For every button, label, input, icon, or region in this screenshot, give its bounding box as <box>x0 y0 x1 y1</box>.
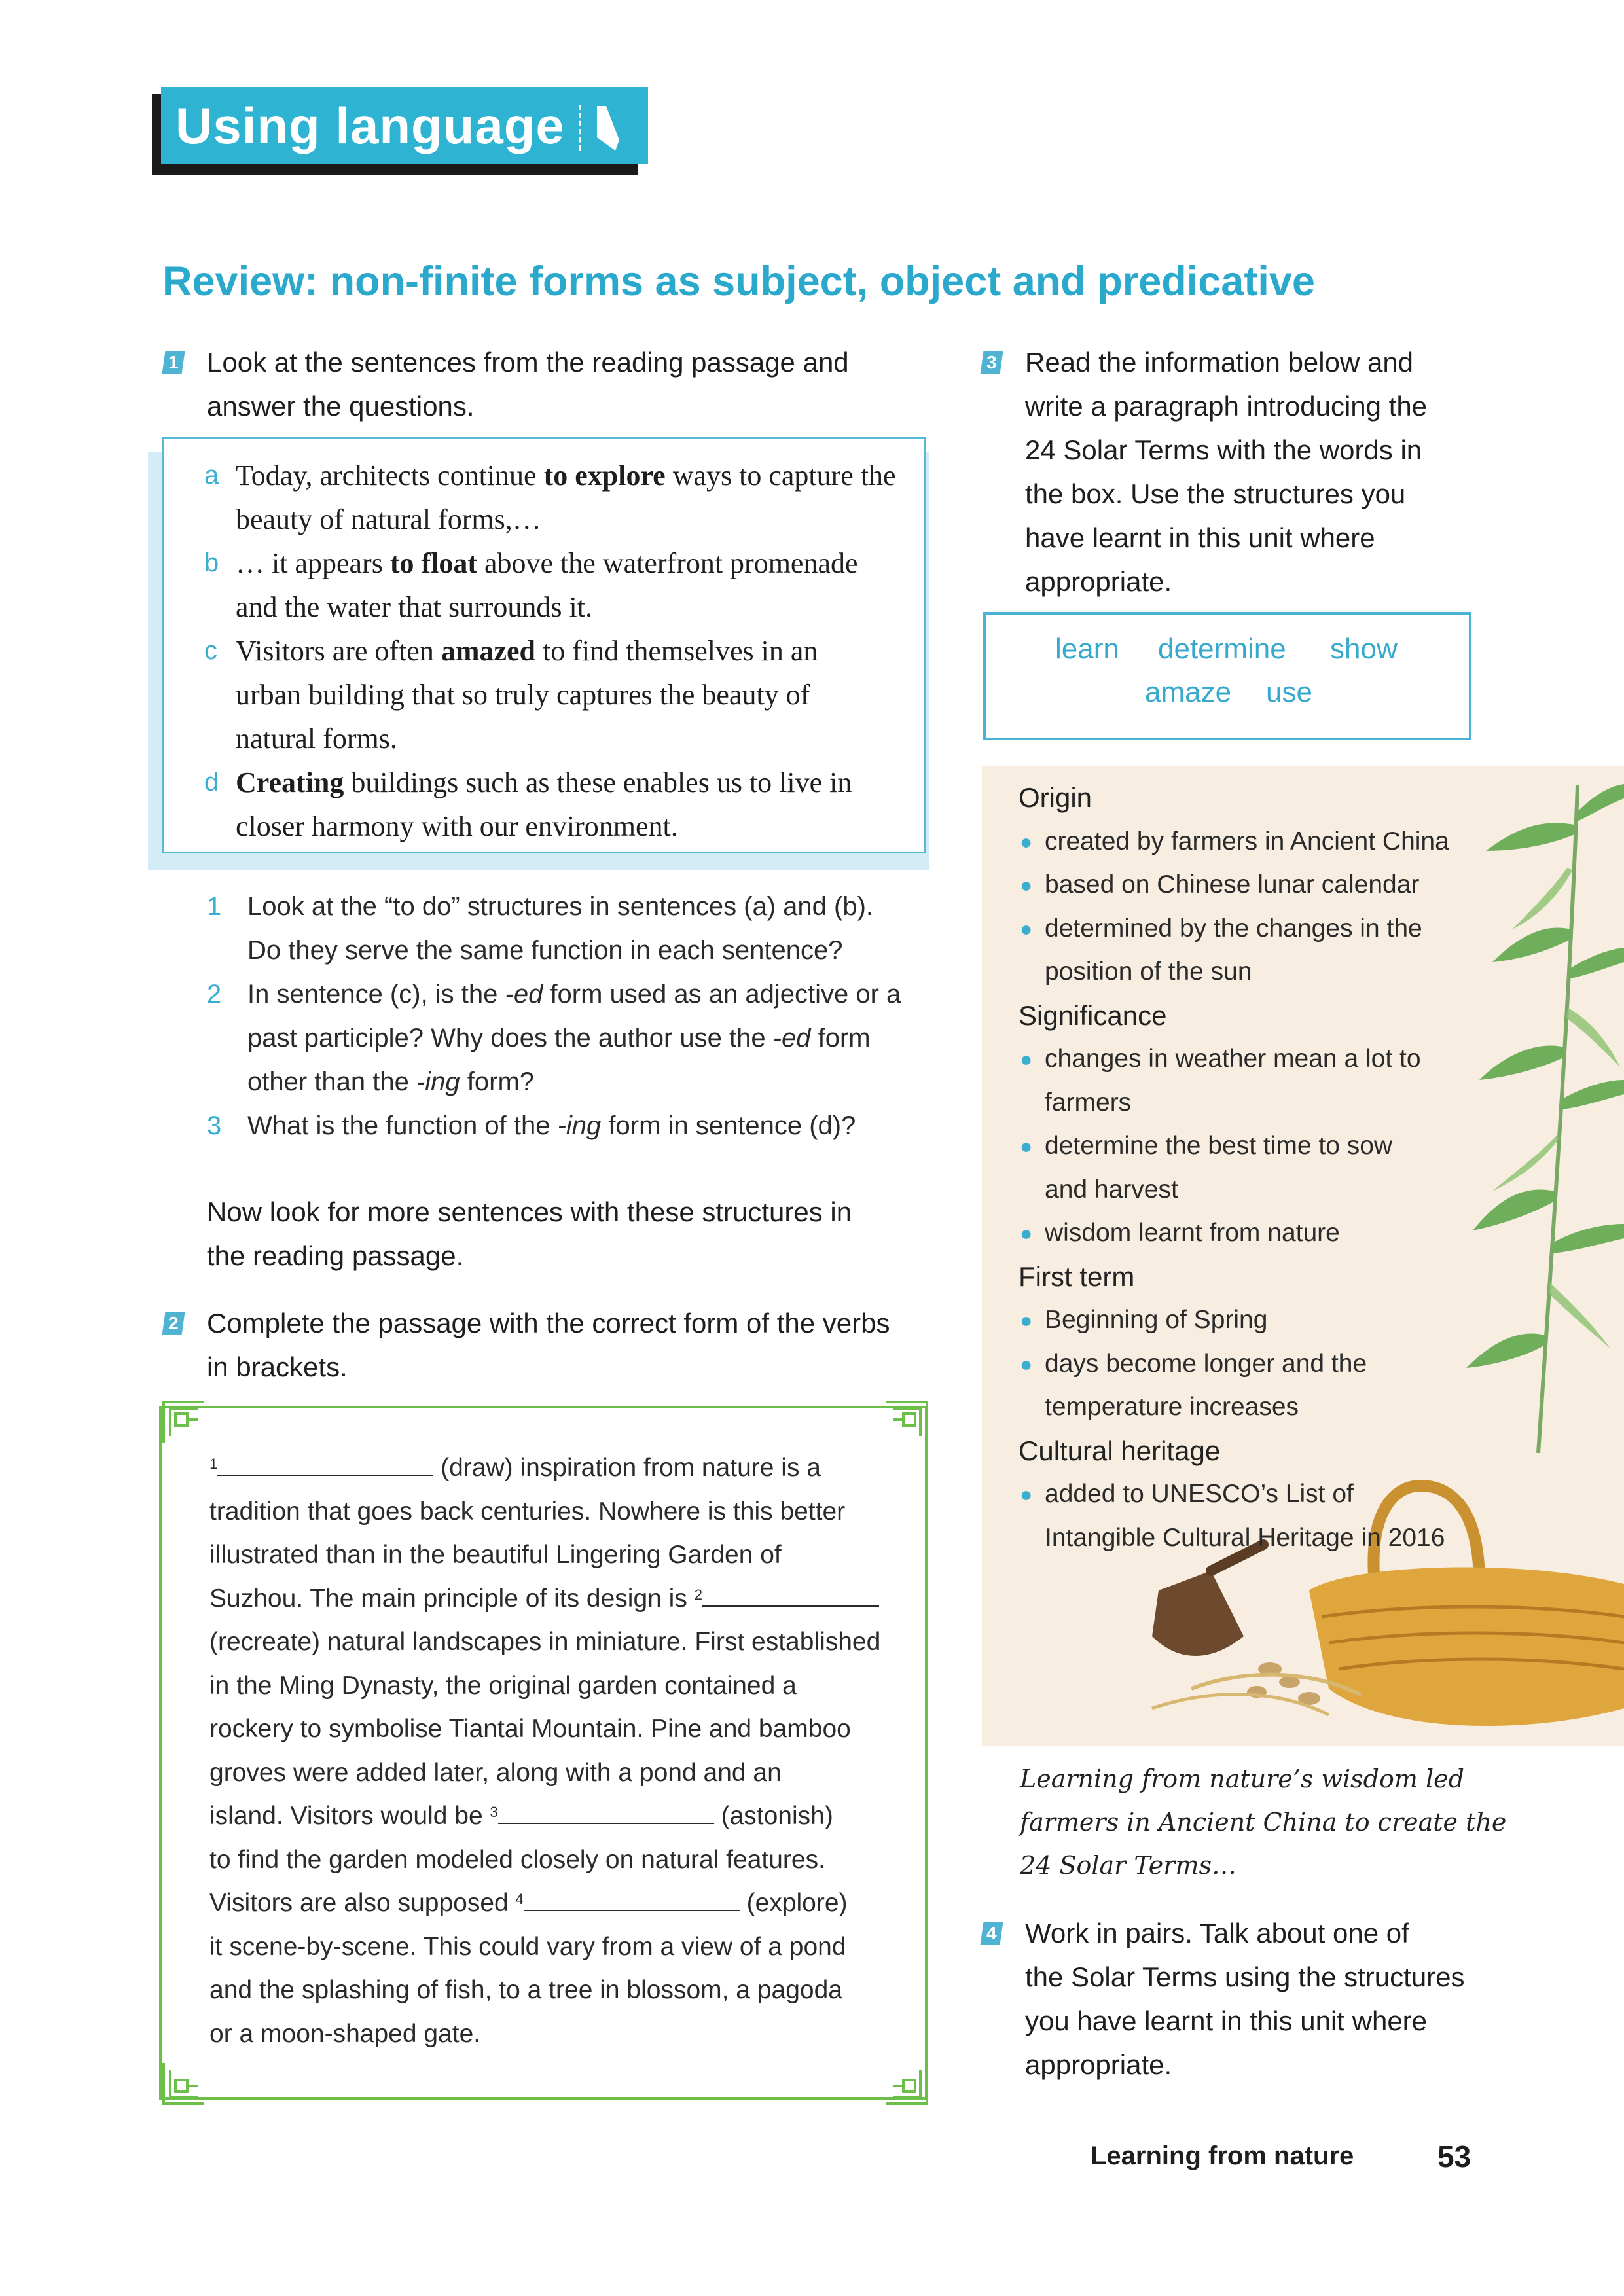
sentence-c: c Visitors are often amazed to find themselves in an urban building that so truly captures the beauty of natural forms. <box>204 635 818 755</box>
frame-corner-ornament <box>161 1399 207 1445</box>
frame-corner-ornament <box>884 1399 929 1445</box>
word-amaze: amaze <box>1145 676 1232 708</box>
task-1-instruction: Look at the sentences from the reading passage and answer the questions. <box>207 347 849 422</box>
header-divider <box>579 105 581 151</box>
sentence-d: d Creating buildings such as these enables us to live in closer harmony with our environment. <box>204 766 852 842</box>
list-item: ● changes in weather mean a lot to farmers <box>1020 1045 1421 1117</box>
sentence-b: b … it appears to float above the waterfront promenade and the water that surrounds it. <box>204 547 858 623</box>
first-term-heading: First term <box>1019 1261 1135 1292</box>
list-item: ● wisdom learnt from nature <box>1020 1219 1340 1247</box>
list-item: ● determine the best time to sow and harvest <box>1020 1132 1393 1204</box>
question-2: 2 In sentence (c), is the -ed form used as an adjective or a past participle? Why does the author use the -ed form other than the -ing form? <box>207 980 901 1096</box>
task-3-instruction: Read the information below and write a paragraph introducing the 24 Solar Terms with the words in the box. Use the structures you have learnt in this unit where appropriate. <box>1025 347 1428 597</box>
word-learn: learn <box>1055 633 1119 665</box>
section-title: Using language <box>175 97 565 154</box>
list-item: ● days become longer and the temperature increases <box>1020 1349 1367 1421</box>
task-1-badge: 1 <box>162 351 185 374</box>
task-2-instruction: Complete the passage with the correct form of the verbs in brackets. <box>207 1308 890 1382</box>
word-show: show <box>1330 633 1398 665</box>
question-1: 1 Look at the “to do” structures in sentences (a) and (b). Do they serve the same function in each sentence? <box>207 892 874 965</box>
question-3: 3 What is the function of the -ing form in sentence (d)? <box>207 1111 856 1140</box>
review-heading: Review: non-finite forms as subject, object and predicative <box>162 259 1315 304</box>
question-list <box>207 885 933 1148</box>
bookmark-icon <box>593 103 623 153</box>
task-4-badge: 4 <box>980 1922 1003 1945</box>
list-item: ● based on Chinese lunar calendar <box>1020 870 1420 899</box>
illustration-caption: Learning from nature’s wisdom led farmers in Ancient China to create the 24 Solar Terms… <box>1020 1765 1507 1880</box>
blank-3[interactable] <box>498 1801 714 1824</box>
word-determine: determine <box>1158 633 1286 665</box>
cultural-heritage-heading: Cultural heritage <box>1019 1435 1221 1466</box>
list-item: ● created by farmers in Ancient China <box>1020 827 1449 855</box>
blank-2[interactable] <box>702 1583 879 1607</box>
cloze-passage: $^1$ (draw) inspiration from nature is a tradition that goes back centuries. Nowhere is this better illustrated than in the beautiful Lingering Garden of Suzhou. The main principle of its design is $^2$ (recreate) natural landscapes in miniature. First established in the Ming Dynasty, the original garden contained a rockery to symbolise Tiantai Mountain. Pine and bamboo groves were added later, along with a pond and an island. Visitors would be $^3$ (astonish) to find the garden modeled closely on natural features. Visitors are also supposed $^4$ (explore) it scene-by-scene. This could vary from a view of a pond and the splashing of fish, to a tree in blossom, a pagoda or a moon-shaped gate. <box>209 1454 881 2048</box>
sentence-list <box>204 454 918 848</box>
significance-heading: Significance <box>1019 999 1167 1031</box>
word-use: use <box>1266 676 1312 708</box>
list-item: ● Beginning of Spring <box>1020 1306 1268 1334</box>
blank-1[interactable] <box>217 1452 433 1476</box>
sentence-a: a Today, architects continue to explore ways to capture the beauty of natural forms,… <box>204 459 896 535</box>
origin-heading: Origin <box>1019 782 1092 813</box>
page-number: 53 <box>1437 2140 1471 2174</box>
frame-corner-ornament <box>884 2060 929 2106</box>
frame-corner-ornament <box>161 2060 207 2106</box>
task-3-badge: 3 <box>980 351 1003 374</box>
task-4-instruction: Work in pairs. Talk about one of the Solar Terms using the structures you have learnt in this unit where appropriate. <box>1025 1918 1465 2080</box>
task-2-badge: 2 <box>162 1312 185 1335</box>
word-box <box>983 612 1471 740</box>
list-item: ● determined by the changes in the position of the sun <box>1020 914 1422 986</box>
list-item: ● added to UNESCO’s List of Intangible Cultural Heritage in 2016 <box>1020 1480 1445 1552</box>
info-panel-content <box>1019 776 1490 1560</box>
follow-up-instruction: Now look for more sentences with these structures in the reading passage. <box>207 1196 852 1271</box>
footer-unit-title: Learning from nature <box>1091 2142 1354 2170</box>
blank-4[interactable] <box>524 1888 740 1911</box>
